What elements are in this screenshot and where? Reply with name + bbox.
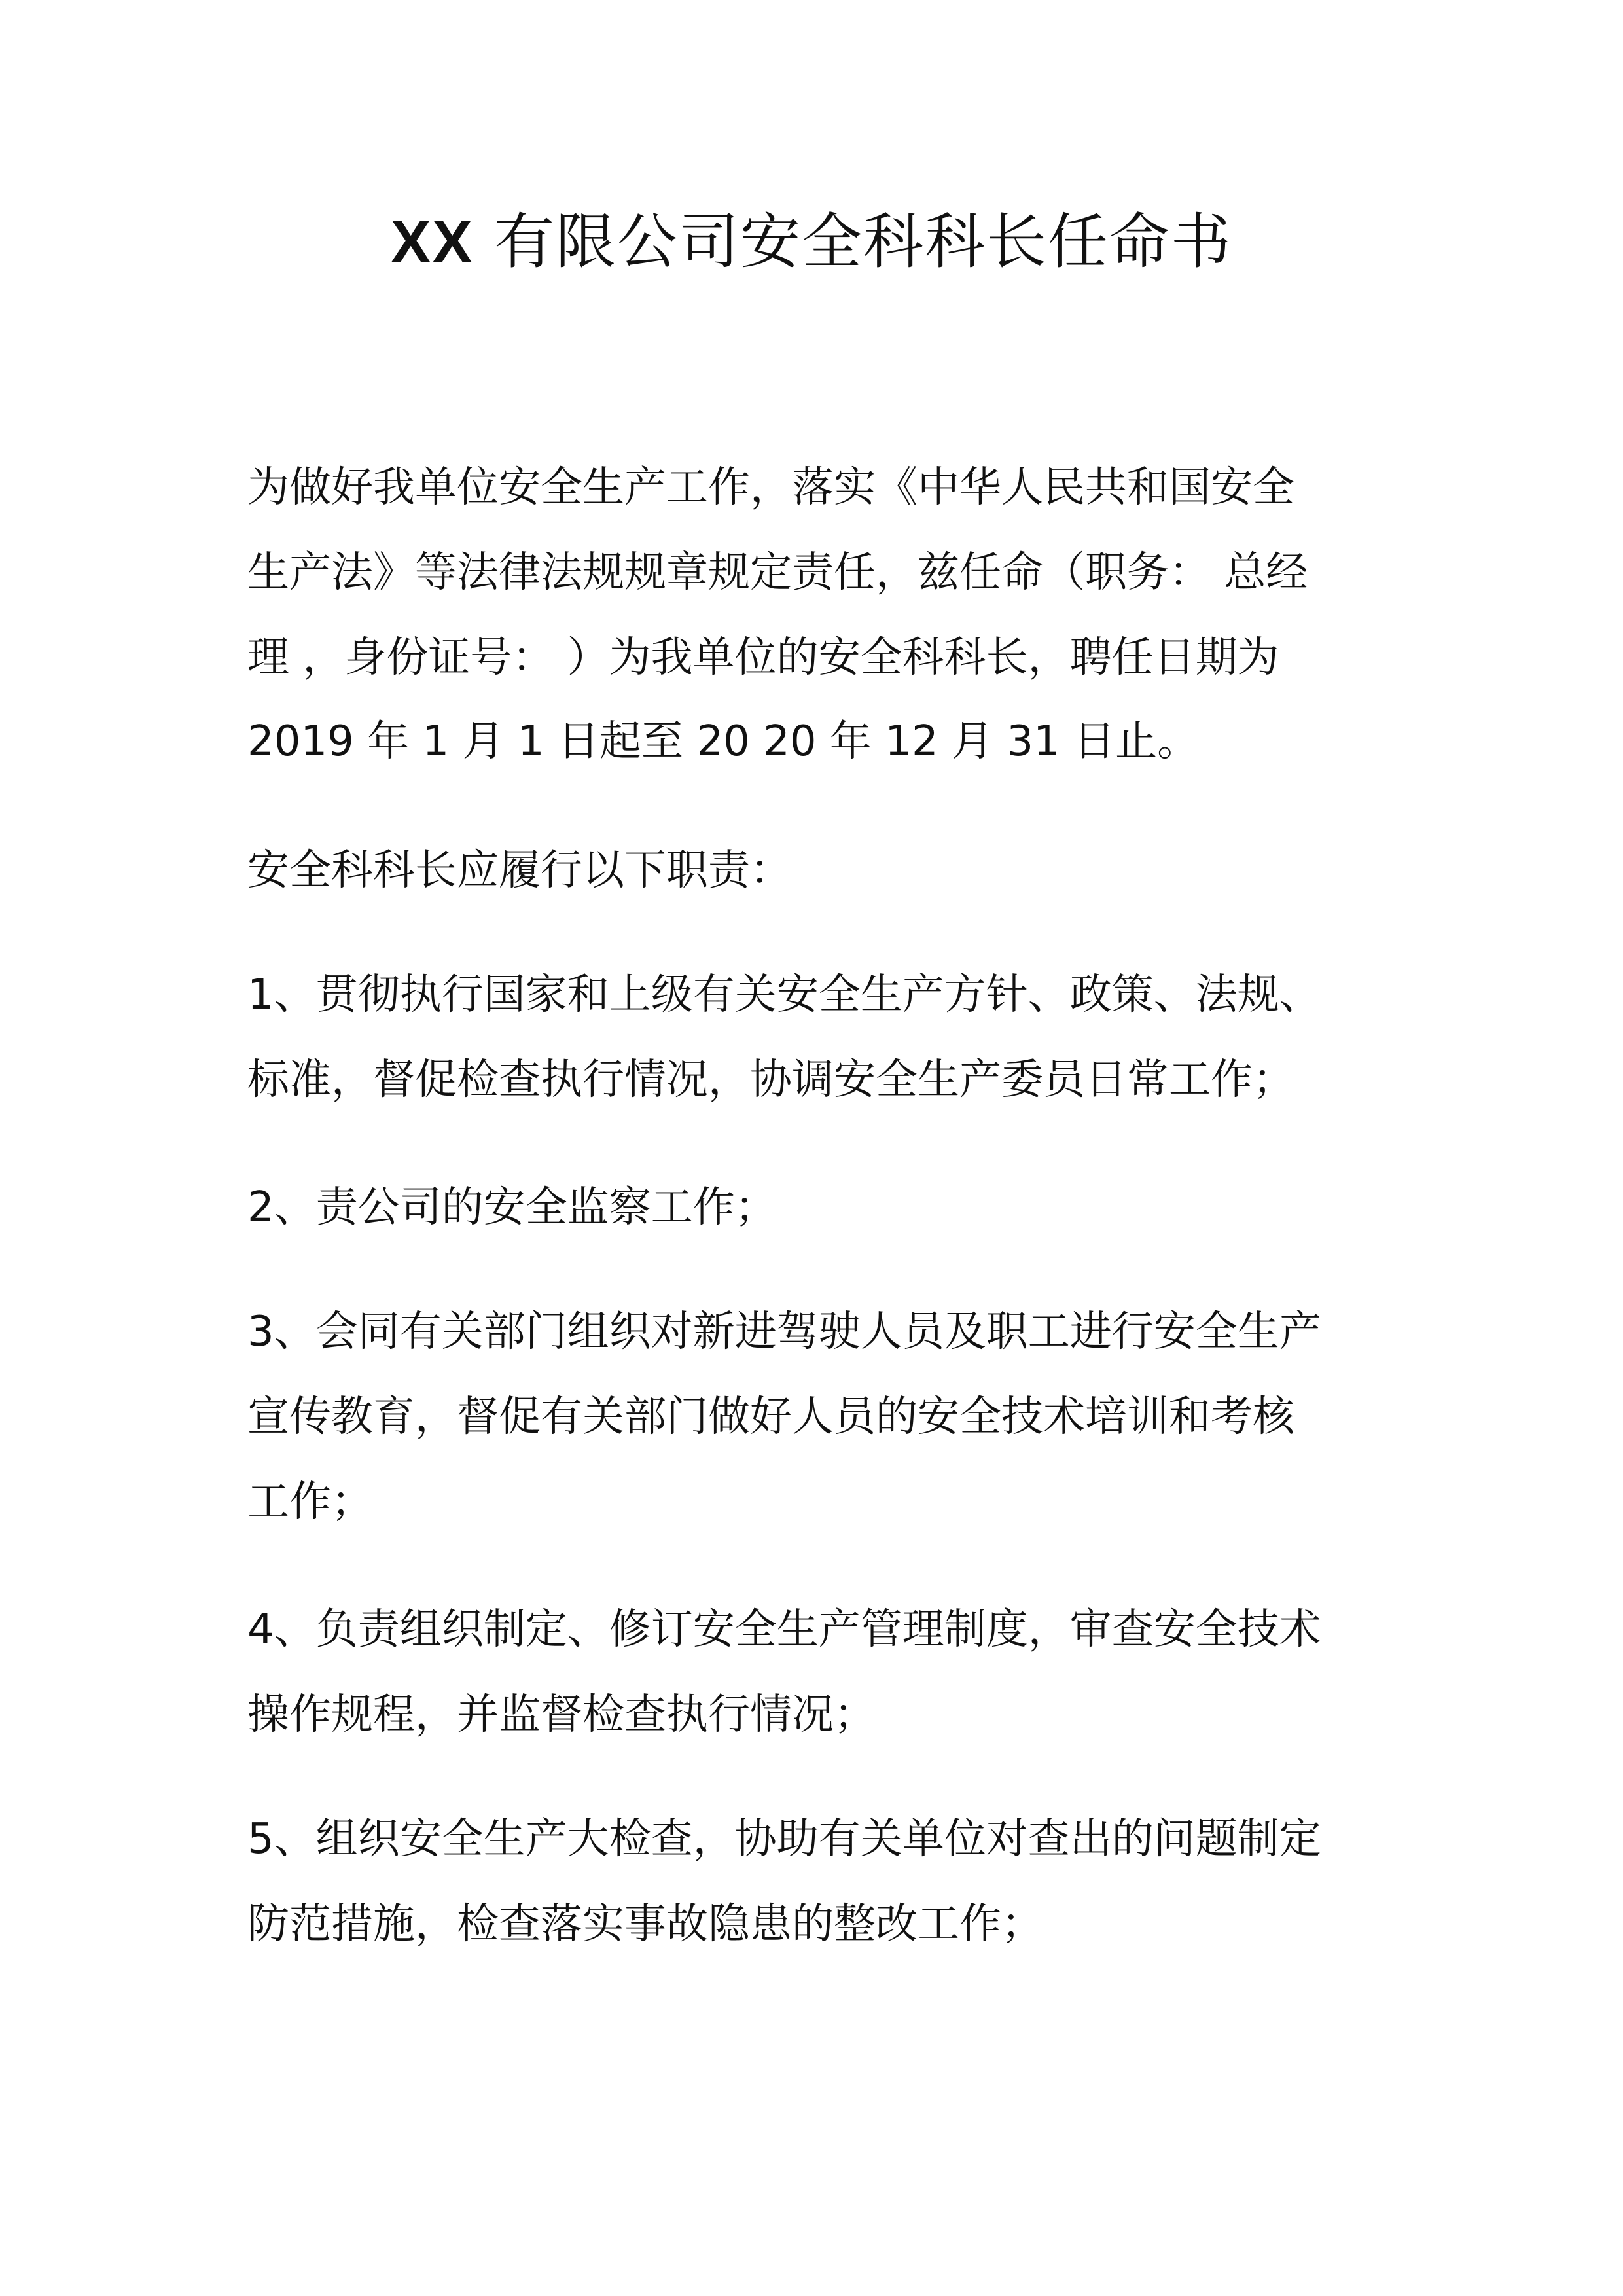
duty-2-line-1: 2、责公司的安全监察工作； xyxy=(247,1183,777,1232)
duty-1-line-1: 1、贯彻执行国家和上级有关安全生产方针、政策、法规、 xyxy=(247,971,1321,1019)
title-prefix: XX xyxy=(391,209,474,276)
duty-3-line-2: 宣传教育，督促有关部门做好人员的安全技术培训和考核 xyxy=(247,1393,1294,1441)
intro-line-4: 2019 年 1 月 1 日起至 20 20 年 12 月 31 日止。 xyxy=(247,717,1200,766)
duty-4-line-1: 4、负责组织制定、修订安全生产管理制度，审查安全技术 xyxy=(247,1605,1321,1654)
duty-1-line-2: 标准，督促检查执行情况，协调安全生产委员日常工作； xyxy=(247,1056,1294,1104)
duty-4-line-2: 操作规程，并监督检查执行情况； xyxy=(247,1691,876,1739)
duty-3-line-3: 工作； xyxy=(247,1478,373,1526)
duty-5-line-1: 5、组织安全生产大检查，协助有关单位对查出的问题制定 xyxy=(247,1815,1321,1863)
document-title xyxy=(0,203,1623,281)
duty-5-line-2: 防范措施，检查落实事故隐患的整改工作； xyxy=(247,1900,1043,1948)
duties-heading: 安全科科长应履行以下职责： xyxy=(247,846,792,895)
intro-line-3: 理 ，身份证号： ）为我单位的安全科科长，聘任日期为 xyxy=(247,634,1279,682)
intro-line-2: 生产法》等法律法规规章规定责任，兹任命（职务： 总经 xyxy=(247,548,1308,597)
duty-3-line-1: 3、会同有关部门组织对新进驾驶人员及职工进行安全生产 xyxy=(247,1308,1321,1356)
intro-line-1: 为做好我单位安全生产工作，落实《中华人民共和国安全 xyxy=(247,463,1294,512)
title-main: 有限公司安全科科长任命书 xyxy=(493,207,1232,277)
